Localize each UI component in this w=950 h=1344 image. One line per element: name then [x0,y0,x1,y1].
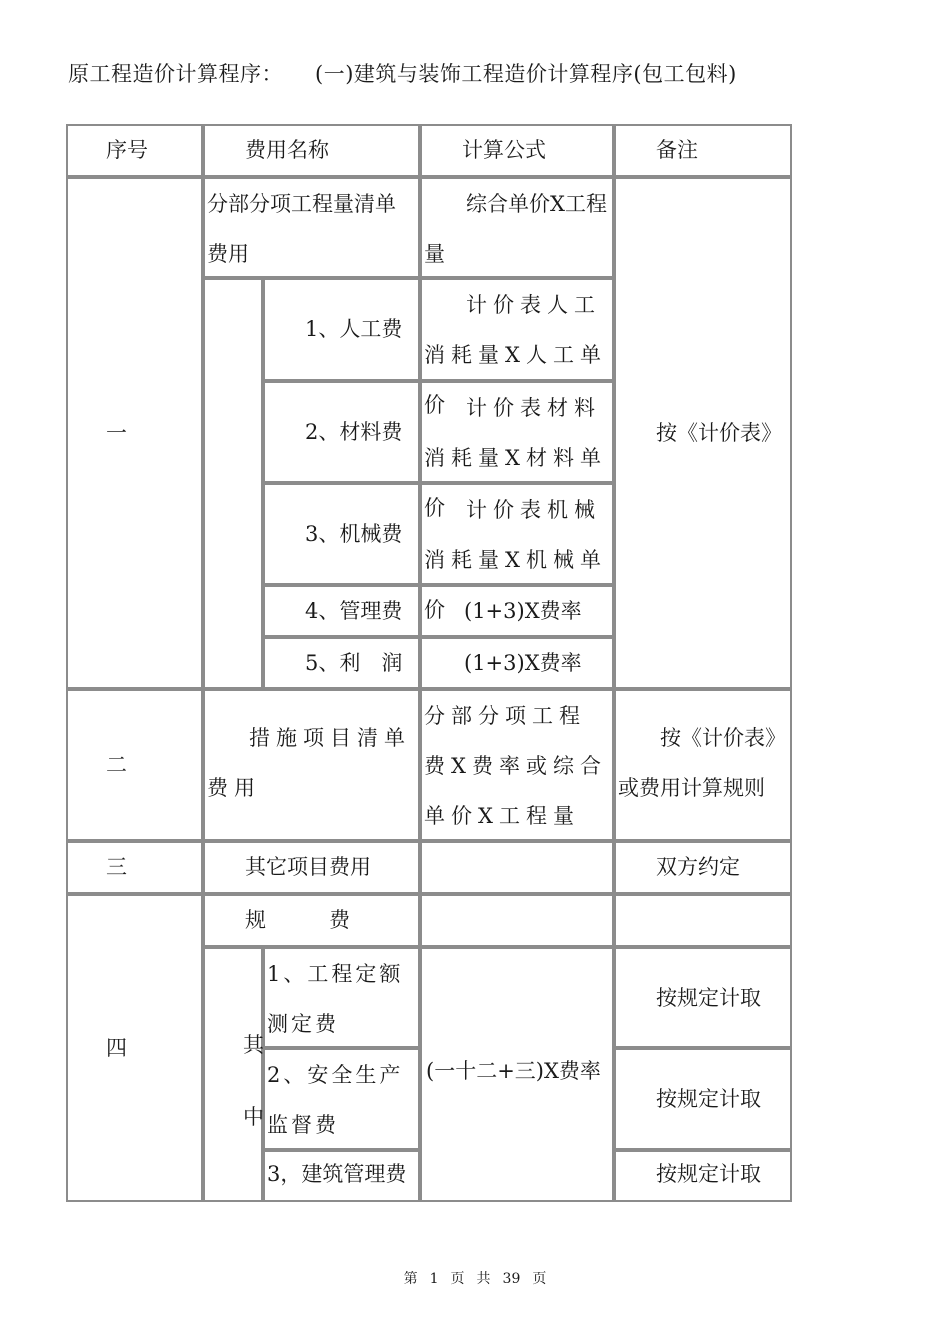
row4-note-top [614,894,792,947]
row4-sub2-name: 2、安全生产监督费 [263,1048,420,1150]
row1-name: 分部分项工程量清单费用 [203,177,420,278]
total-pages: 39 [502,1271,521,1287]
document-heading [68,58,737,88]
row1-formula: 综合单价X工程量 [420,177,614,278]
row4-sub2-note: 按规定计取 [614,1048,792,1150]
row1-sub2-formula: 计价表材料消耗量X材料单价 [420,381,614,483]
row1-sub3-name: 3、机械费 [263,483,420,585]
row2-no: 二 [66,689,203,841]
row3-no: 三 [66,841,203,894]
row1-sub3-formula: 计价表机械消耗量X机械单价 [420,483,614,585]
row4-sub1-note: 按规定计取 [614,947,792,1048]
row3-formula [420,841,614,894]
row2-note: 按《计价表》或费用计算规则 [614,689,792,841]
row1-sub2-name: 2、材料费 [263,381,420,483]
row4-qizhong-cell [203,947,263,1202]
row1-sub5-formula: (1+3)X费率 [420,637,614,689]
row4-sub3-note: 按规定计取 [614,1150,792,1202]
header-name: 费用名称 [203,124,420,177]
row1-no: 一 [66,177,203,689]
row1-sub5-name: 5、利 润 [263,637,420,689]
page-number: 1 [429,1271,439,1287]
row4-name: 规 费 [203,894,420,947]
row4-no: 四 [66,894,203,1202]
header-note: 备注 [614,124,792,177]
row3-name: 其它项目费用 [203,841,420,894]
header-formula: 计算公式 [420,124,614,177]
row1-sub4-formula: (1+3)X费率 [420,585,614,637]
header-no: 序号 [66,124,203,177]
row4-sub3-name: 3，建筑管理费 [263,1150,420,1202]
heading-right: (一)建筑与装饰工程造价计算程序(包工包料) [315,62,737,86]
row1-sub4-name: 4、管理费 [263,585,420,637]
row3-note: 双方约定 [614,841,792,894]
row2-name: 措施项目清单费用 [203,689,420,841]
row1-sub1-name: 1、人工费 [263,278,420,381]
row1-note: 按《计价表》 [614,177,792,689]
row2-formula: 分部分项工程费X费率或综合单价X工程量 [420,689,614,841]
row1-sub1-formula: 计价表人工消耗量X人工单价 [420,278,614,381]
row1-sub-indent [203,278,263,689]
row4-sub1-name: 1、工程定额测定费 [263,947,420,1048]
row4-formula-top [420,894,614,947]
heading-left: 原工程造价计算程序： [68,62,283,86]
row4-formula: (一十二+三)X费率 [420,947,614,1202]
row4-qizhong-text: 其 中 [243,1033,264,1129]
page-footer: 第 1 页 共 39 页 [403,1271,547,1287]
